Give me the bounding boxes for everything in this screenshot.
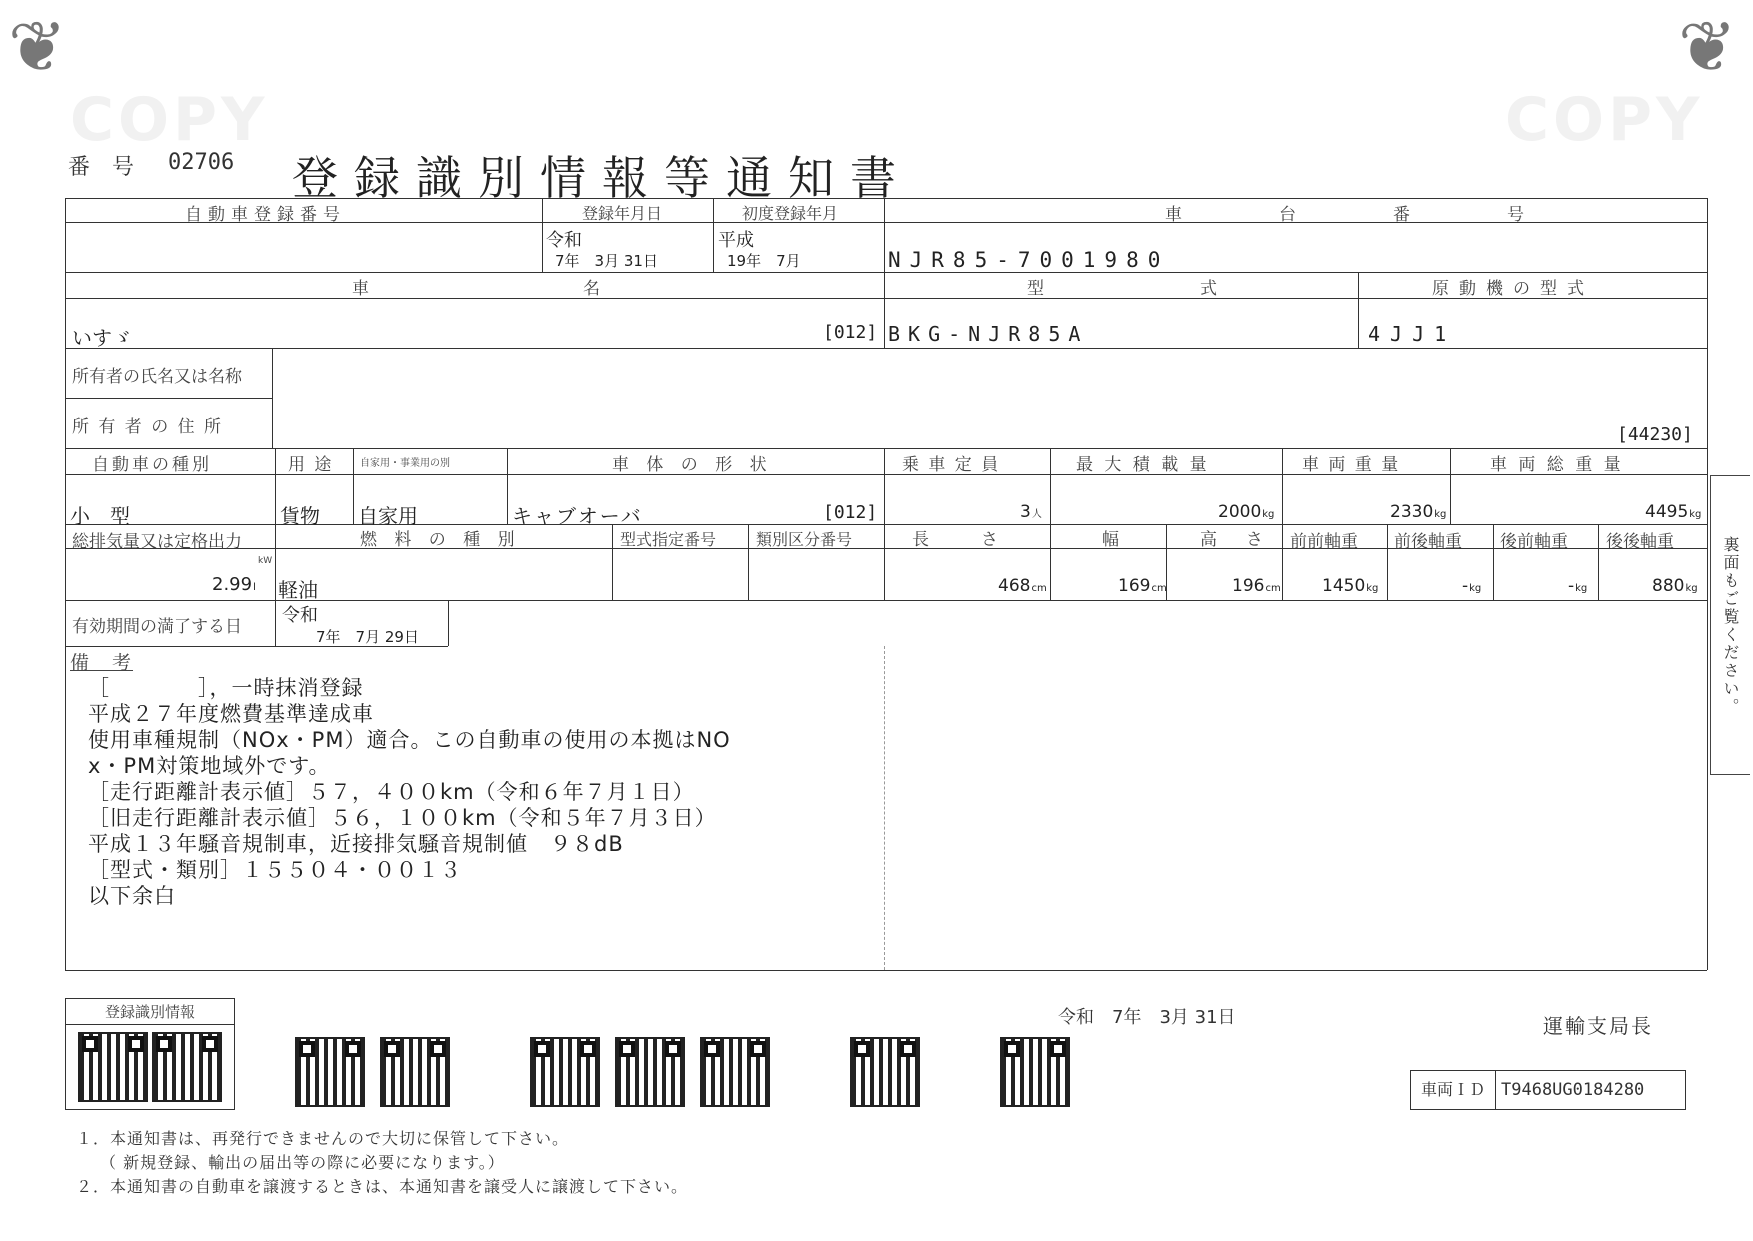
maker: いすゞ xyxy=(72,326,132,350)
displacement-suffix: l xyxy=(253,582,256,593)
rf-axle xyxy=(1568,576,1587,596)
vehicle-id-box xyxy=(1410,1070,1686,1110)
label-model-2: 式 xyxy=(1200,279,1223,299)
label-reg-number: 自動車登録番号 xyxy=(185,205,346,225)
ff-axle-value: 1450 xyxy=(1322,576,1366,596)
qr-code xyxy=(152,1032,222,1102)
label-owner-address: 所 有 者 の 住 所 xyxy=(72,417,224,437)
length-unit: cm xyxy=(1031,583,1047,594)
qr-code xyxy=(380,1037,450,1107)
label-width: 幅 xyxy=(1102,530,1125,550)
height xyxy=(1232,576,1281,596)
footer-note-1b: （ 新規登録、輸出の届出等の際に必要になります。） xyxy=(100,1153,505,1172)
gross-weight-unit: kg xyxy=(1689,509,1702,520)
footer-note-1: １．本通知書は、再発行できませんので大切に保管して下さい。 xyxy=(76,1129,570,1148)
label-capacity: 乗 車 定 員 xyxy=(902,455,1001,475)
label-vehicle-weight: 車 両 重 量 xyxy=(1302,455,1401,475)
vehicle-id-label: 車両ＩＤ xyxy=(1411,1071,1496,1109)
width-value: 169 xyxy=(1118,576,1151,596)
chassis-number: NJR85-7001980 xyxy=(888,248,1170,272)
qr-code xyxy=(850,1037,920,1107)
capacity-value: 3 xyxy=(1020,502,1031,522)
private-business: 自家用 xyxy=(358,504,418,528)
fr-axle xyxy=(1462,576,1481,596)
remark-line: ［走行距離計表示値］５７，４００km（令和６年７月１日） xyxy=(88,780,695,804)
reg-date: 7年 3月 31日 xyxy=(555,252,658,270)
remark-line: ［ ］，一時抹消登録 xyxy=(88,676,364,700)
label-engine-model: 原動機の型式 xyxy=(1432,279,1594,299)
address-code: [44230] xyxy=(1617,424,1693,445)
max-load-unit: kg xyxy=(1262,509,1275,520)
label-remarks: 備 考 xyxy=(70,652,134,674)
remark-line: 以下余白 xyxy=(88,884,176,908)
width xyxy=(1118,576,1167,596)
remark-line: ［旧走行距離計表示値］５６，１００km（令和５年７月３日） xyxy=(88,806,717,830)
rr-axle-unit: kg xyxy=(1685,583,1698,594)
label-model-1: 型 xyxy=(1027,279,1050,299)
label-length: 長 さ xyxy=(912,530,1004,550)
watermark-left: COPY xyxy=(70,85,269,155)
label-fuel: 燃 料 の 種 別 xyxy=(360,530,521,550)
label-expiry: 有効期間の満了する日 xyxy=(72,617,242,637)
capacity xyxy=(1020,502,1042,522)
remark-line: 平成１３年騒音規制車，近接排気騒音規制値 ９８dB xyxy=(88,832,624,856)
displacement-value: 2.99 xyxy=(212,574,253,595)
ff-axle xyxy=(1322,576,1378,596)
gross-weight-value: 4495 xyxy=(1645,502,1689,522)
vehicle-id: T9468UG0184280 xyxy=(1501,1080,1645,1100)
side-note xyxy=(1710,475,1750,775)
remark-line: 使用車種規制（NOx・PM）適合。この自動車の使用の本拠はNO xyxy=(88,728,731,752)
vehicle-weight-value: 2330 xyxy=(1390,502,1434,522)
rf-axle-unit: kg xyxy=(1575,583,1588,594)
qr-code xyxy=(78,1032,148,1102)
height-unit: cm xyxy=(1265,583,1281,594)
capacity-unit: 人 xyxy=(1031,509,1042,520)
label-car-name-1: 車 xyxy=(352,279,375,299)
body-code: [012] xyxy=(823,502,878,523)
fr-axle-value: - xyxy=(1462,576,1469,596)
label-category-number: 類別区分番号 xyxy=(756,530,853,549)
remark-line: ［型式・類別］１５５０４・００１３ xyxy=(88,858,462,882)
label-displacement: 総排気量又は定格出力 xyxy=(72,532,242,552)
rr-axle xyxy=(1652,576,1698,596)
corner-ornament-right: ❦ xyxy=(1678,6,1737,88)
label-rf-axle: 後前軸重 xyxy=(1500,532,1568,552)
document-number: 02706 xyxy=(168,150,235,175)
expiry-era: 令和 xyxy=(282,605,318,626)
label-rr-axle: 後後軸重 xyxy=(1606,532,1674,552)
body-shape: キャブオーバ xyxy=(512,504,643,528)
fr-axle-unit: kg xyxy=(1469,583,1482,594)
first-reg-date: 19年 7月 xyxy=(727,252,801,270)
qr-code xyxy=(1000,1037,1070,1107)
label-gross-weight: 車 両 総 重 量 xyxy=(1490,455,1624,475)
issue-date: 令和 7年 3月 31日 xyxy=(1058,1007,1236,1028)
reg-info-label: 登録識別情報 xyxy=(66,999,234,1025)
qr-code xyxy=(615,1037,685,1107)
watermark-right: COPY xyxy=(1505,85,1704,155)
corner-ornament-left: ❦ xyxy=(8,6,67,88)
label-first-reg: 初度登録年月 xyxy=(742,204,839,223)
fuel: 軽油 xyxy=(278,578,318,602)
displacement-unit: kW xyxy=(258,556,273,566)
expiry-date: 7年 7月 29日 xyxy=(316,628,419,646)
qr-code xyxy=(295,1037,365,1107)
height-value: 196 xyxy=(1232,576,1265,596)
label-owner-name: 所有者の氏名又は名称 xyxy=(72,367,242,387)
reg-era: 令和 xyxy=(546,230,582,251)
document-number-label: 番 号 xyxy=(68,155,135,180)
qr-code xyxy=(700,1037,770,1107)
vehicle-type: 小 型 xyxy=(70,504,130,528)
car-name-code: [012] xyxy=(823,322,878,343)
label-height: 高 さ xyxy=(1200,530,1269,550)
length xyxy=(998,576,1047,596)
remark-line: x・PM対策地域外です。 xyxy=(88,754,331,778)
vehicle-weight-unit: kg xyxy=(1434,509,1447,520)
label-reg-date: 登録年月日 xyxy=(582,204,663,223)
issuer: 運輸支局長 xyxy=(1543,1014,1653,1038)
footer-note-2: ２．本通知書の自動車を譲渡するときは、本通知書を譲受人に譲渡して下さい。 xyxy=(76,1177,689,1196)
use: 貨物 xyxy=(280,504,320,528)
rr-axle-value: 880 xyxy=(1652,576,1685,596)
width-unit: cm xyxy=(1151,583,1167,594)
label-car-name-2: 名 xyxy=(583,279,606,299)
engine-model: 4JJ1 xyxy=(1368,322,1457,346)
length-value: 468 xyxy=(998,576,1031,596)
label-ff-axle: 前前軸重 xyxy=(1290,532,1358,552)
label-private-business: 自家用・事業用の別 xyxy=(360,458,450,469)
label-use: 用 途 xyxy=(288,455,334,475)
first-reg-era: 平成 xyxy=(718,230,754,251)
label-max-load: 最 大 積 載 量 xyxy=(1076,455,1210,475)
gross-weight xyxy=(1645,502,1701,522)
label-type-designation: 型式指定番号 xyxy=(620,530,717,549)
side-note-text: 裏面もご覧ください。 xyxy=(1721,536,1740,716)
model: BKG-NJR85A xyxy=(888,322,1089,346)
page-title: 登録識別情報等通知書 xyxy=(292,151,912,205)
max-load xyxy=(1218,502,1274,522)
label-vehicle-type: 自動車の種別 xyxy=(92,455,212,475)
label-body-shape: 車 体 の 形 状 xyxy=(612,455,773,475)
label-chassis: 車 台 番 号 xyxy=(1165,205,1564,225)
label-fr-axle: 前後軸重 xyxy=(1394,532,1462,552)
max-load-value: 2000 xyxy=(1218,502,1262,522)
rf-axle-value: - xyxy=(1568,576,1575,596)
displacement xyxy=(212,574,256,595)
ff-axle-unit: kg xyxy=(1366,583,1379,594)
vehicle-weight xyxy=(1390,502,1446,522)
qr-code xyxy=(530,1037,600,1107)
remark-line: 平成２７年度燃費基準達成車 xyxy=(88,702,374,726)
